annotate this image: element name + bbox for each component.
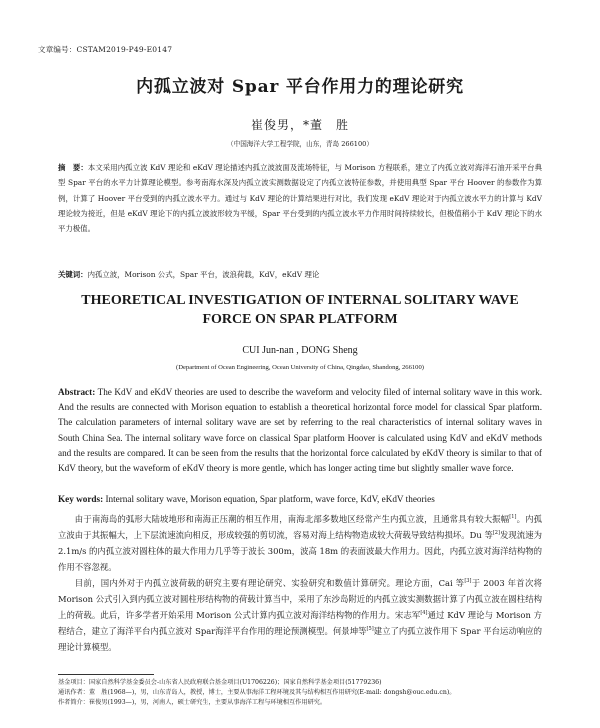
body-p2-text-c: 通过 KdV 理论与 Morison 方程结合，建立了海洋平台内孤立波对 Spar海洋平台作用的理论预测模型。何景坤等 — [58, 610, 542, 636]
article-number: 文章编号：CSTAM2019-P49-E0147 — [38, 45, 173, 54]
keywords-chinese-text: 内孤立波，Morison 公式，Spar 平台，波浪荷载，KdV，eKdV 理论 — [87, 270, 320, 279]
citation-4: [4] — [420, 610, 428, 617]
title-english-line-2: FORCE ON SPAR PLATFORM — [202, 312, 398, 327]
citation-5: [5] — [366, 626, 374, 633]
body-text — [58, 511, 542, 655]
citation-1: [1] — [509, 514, 517, 521]
keywords-chinese — [58, 269, 542, 281]
body-p2-text-b: 于 2003 年首次将 Morison 公式引入到内孤立波对圆柱形结构物的荷载计算当中，采用了东沙岛附近的内孤立波实测数据计算了内孤立波在圆柱结构上的荷载。此后，许多学者开始采用 Morison 公式计算内孤立波对海洋结构物的作用力。宋志军 — [58, 578, 542, 620]
body-p2-text-d: 建立了内孤立波作用下 Spar 平台运动响应的理论计算模型。 — [58, 626, 542, 652]
body-p1-text-c: 发现流速为 2.1m/s 的内孤立波对圆柱体的最大作用力几乎等于波长 300m，波高 18m 的表面波最大作用力。因此，内孤立波对海洋结构物的作用不容忽视。 — [58, 530, 542, 572]
footnote-divider — [58, 674, 154, 675]
authors-chinese: 崔俊男，*董 胜 — [250, 118, 349, 132]
footnote-corresponding-author: 通讯作者：董 胜(1968—)，男，山东青岛人，教授，博士，主要从事海洋工程环境及其与结构相互作用研究(E-mail: dongsh@ouc.edu.cn)。 — [58, 689, 456, 697]
authors-english: CUI Jun-nan , DONG Sheng — [242, 345, 358, 356]
title-english — [0, 291, 600, 329]
keywords-chinese-label: 关键词： — [58, 270, 88, 279]
abstract-chinese-text: 本文采用内孤立波 KdV 理论和 eKdV 理论描述内孤立波波面及流场特征，与 Morison 方程联系，建立了内孤立波对海洋石油开采平台典型 Spar 平台的水平力计算理论模型。参考南海水深及内孤立波实测数据设定了内孤立波特征参数，并使用典型 Spar 平台 Hoover 的参数作为算例，计算了 Hoover 平台受到的内孤立波水平力。通过与 KdV 理论的计算结果进行对比，我们发现 eKdV 理论对于内孤立波水平力的计算与 KdV 理论较为接近，但是 eKdV 理论下的内孤立波波形较为平缓，Spar 平台受到的内孤立波水平力作用时间持续较长，但极值稍小于 KdV 理论下的水平力极值。 — [58, 163, 542, 234]
keywords-english — [58, 492, 542, 506]
citation-3: [3] — [464, 578, 472, 585]
footnotes — [58, 678, 542, 709]
abstract-english-text: The KdV and eKdV theories are used to describe the waveform and velocity filed of internal solitary wave in this work. And the results are connected with Morison equation to establish a theoretical horizontal force model for classical Spar platform. The calculation parameters of internal solitary wave are set by referring to the real characteristics of internal solitary waves in South China Sea. The internal solitary wave force on classical Spar platform Hoover is calculated using KdV and eKdV methods and the results are compared. It can be seen from the results that the horizontal force calculated by eKdV theory is similar to that of KdV theory, but the waveform of eKdV theory is more gentle, which has longer acting time but slightly smaller wave force. — [58, 387, 542, 474]
body-p2-text-a: 目前，国内外对于内孤立波荷载的研究主要有理论研究、实验研究和数值计算研究。理论方面，Cai 等 — [74, 578, 465, 588]
affiliation-english: (Department of Ocean Engineering, Ocean University of China, Qingdao, Shandong, 266100) — [176, 364, 424, 371]
abstract-english-label: Abstract: — [58, 387, 96, 397]
keywords-english-label: Key words: — [58, 494, 104, 504]
abstract-chinese-label: 摘 要： — [58, 163, 88, 172]
title-chinese: 内孤立波对 Spar 平台作用力的理论研究 — [136, 77, 464, 97]
footnote-author-bio: 作者简介：崔俊男(1993—)，男，河南人，硕士研究生，主要从事海洋工程与环境相互作用研究。 — [58, 699, 327, 707]
body-paragraph-1 — [58, 511, 542, 575]
footnote-funding: 基金项目：国家自然科学基金委员会-山东省人民政府联合基金项目(U1706226)；国家自然科学基金项目(51779236) — [58, 679, 382, 686]
abstract-chinese — [58, 160, 542, 236]
body-paragraph-2 — [58, 575, 542, 655]
body-p1-text-b: 。内孤立波由于其振幅大，上下层流速流向相反，形成较强的剪切流，容易对海上结构物造成较大荷载导致结构损坏。Du 等 — [58, 514, 542, 540]
abstract-english — [58, 385, 542, 476]
title-english-line-1: THEORETICAL INVESTIGATION OF INTERNAL SOLITARY WAVE — [81, 293, 519, 308]
body-p1-text-a: 由于南海岛的弧形大陆坡地形和南海正压潮的相互作用，南海北部多数地区经常产生内孤立波，且通常具有较大振幅 — [74, 514, 510, 524]
citation-2: [2] — [492, 530, 500, 537]
affiliation-chinese: （中国海洋大学工程学院，山东，青岛 266100） — [227, 140, 373, 148]
keywords-english-text: Internal solitary wave, Morison equation, Spar platform, wave force, KdV, eKdV theories — [105, 494, 435, 504]
